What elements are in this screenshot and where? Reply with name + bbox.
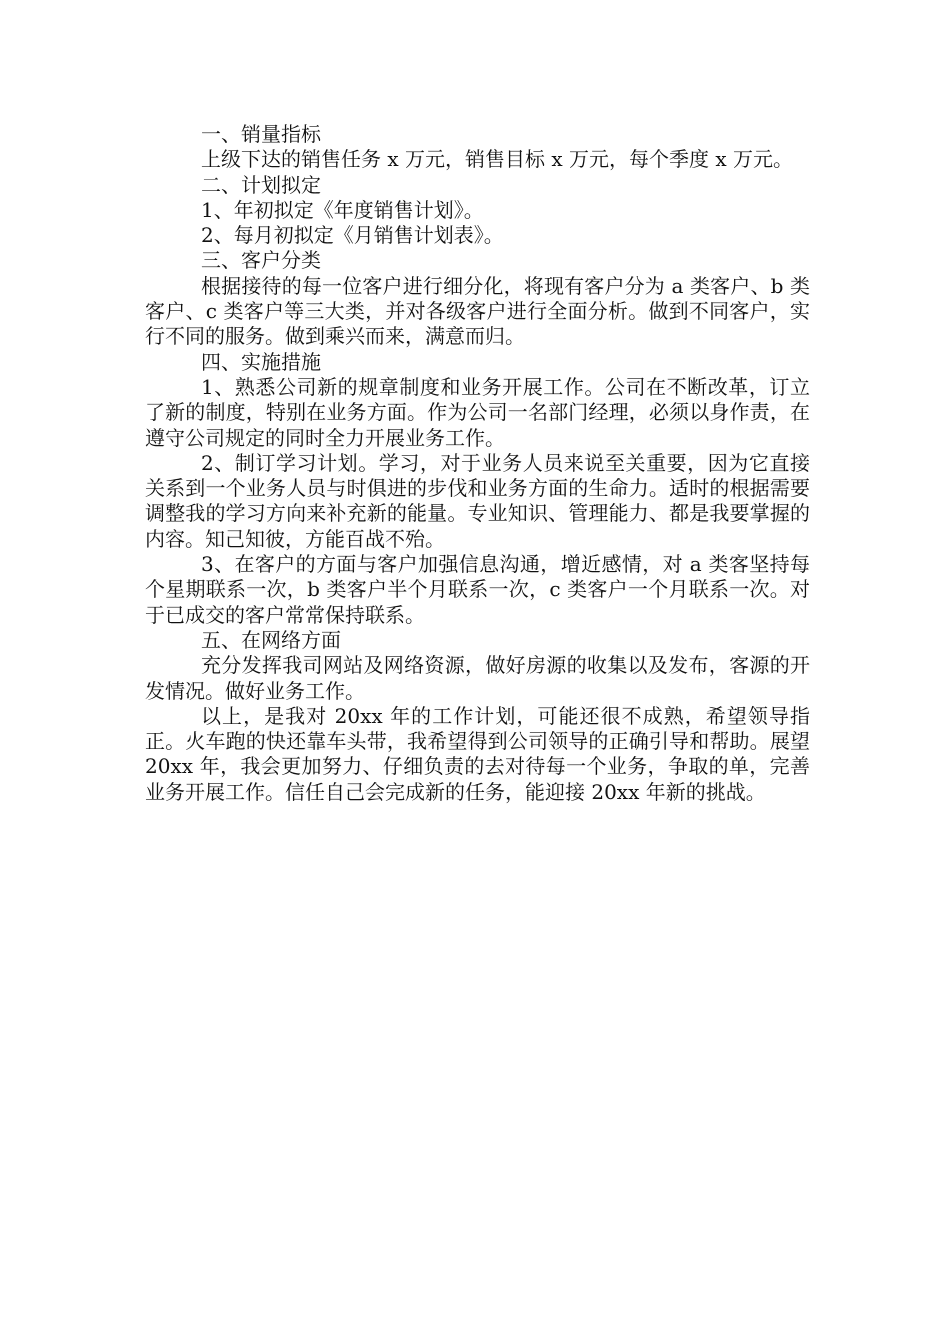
paragraph-conclusion: 以上，是我对 20xx 年的工作计划，可能还很不成熟，希望领导指正。火车跑的快还靠车头带，我希望得到公司领导的正确引导和帮助。展望 20xx 年，我会更加努力、仔细负责的去对待每一个业务，争取的单，完善业务开展工作。信任自己会完成新的任务，能迎接 20xx 年新的挑战。 — [145, 703, 810, 804]
section-heading-customer-classification: 三、客户分类 — [201, 248, 321, 273]
section-heading-sales-target: 一、销量指标 — [201, 122, 321, 146]
paragraph-network: 充分发挥我司网站及网络资源，做好房源的收集以及发布，客源的开发情况。做好业务工作。 — [145, 653, 810, 703]
paragraph-measure-3: 3、在客户的方面与客户加强信息沟通，增近感情，对 a 类客坚持每个星期联系一次，b 类客户半个月联系一次，c 类客户一个月联系一次。对于已成交的客户常常保持联系。 — [145, 552, 810, 627]
section-heading-measures: 四、实施措施 — [201, 349, 321, 374]
paragraph-measure-2: 2、制订学习计划。学习，对于业务人员来说至关重要，因为它直接关系到一个业务人员与时俱进的步伐和业务方面的生命力。适时的根据需要调整我的学习方向来补充新的能量。专业知识、管理能力、都是我要掌握的内容。知己知彼，方能百战不殆。 — [145, 450, 810, 551]
paragraph-plan-item-2: 2、每月初拟定《月销售计划表》。 — [201, 223, 504, 248]
paragraph-plan-item-1: 1、年初拟定《年度销售计划》。 — [201, 197, 484, 222]
section-heading-plan: 二、计划拟定 — [201, 172, 321, 197]
section-heading-network: 五、在网络方面 — [201, 627, 341, 652]
paragraph-customer-classification: 根据接待的每一位客户进行细分化，将现有客户分为 a 类客户、b 类客户、c 类客户等三大类，并对各级客户进行全面分析。做到不同客户，实行不同的服务。做到乘兴而来，满意而归。 — [145, 273, 810, 349]
paragraph-sales-target: 上级下达的销售任务 x 万元，销售目标 x 万元，每个季度 x 万元。 — [201, 147, 793, 172]
document-body — [145, 122, 810, 805]
paragraph-measure-1: 1、熟悉公司新的规章制度和业务开展工作。公司在不断改革，订立了新的制度，特别在业务方面。作为公司一名部门经理，必须以身作责，在遵守公司规定的同时全力开展业务工作。 — [145, 374, 810, 450]
